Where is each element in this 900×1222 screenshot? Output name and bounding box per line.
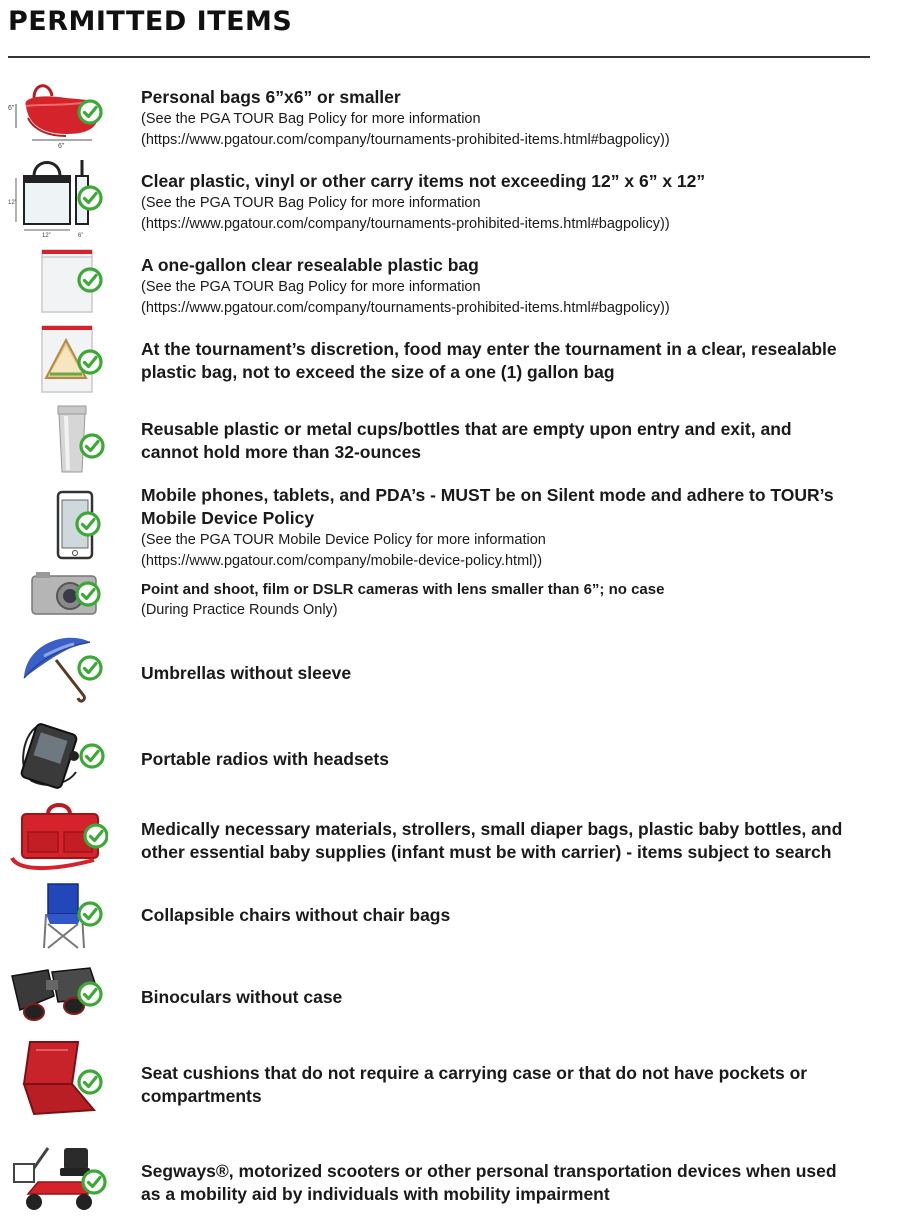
item-link[interactable]: (https://www.pgatour.com/company/tournaments-prohibited-items.html#bagpolicy))	[141, 132, 670, 148]
item-heading: Reusable plastic or metal cups/bottles that are empty upon entry and exit, and	[141, 419, 792, 439]
dim-label: 6”	[78, 233, 84, 238]
item-heading: Medically necessary materials, strollers, small diaper bags, plastic baby bottles, and	[141, 819, 843, 839]
item-note: (During Practice Rounds Only)	[141, 602, 338, 618]
item-heading: Portable radios with headsets	[141, 749, 389, 769]
dim-label: 12”	[8, 200, 17, 206]
camera-icon	[8, 568, 108, 622]
purse-icon	[8, 78, 108, 158]
item-heading: Point and shoot, film or DSLR cameras with lens smaller than 6”; no case	[141, 581, 665, 598]
item-note: (See the PGA TOUR Bag Policy for more information	[141, 111, 481, 127]
item-heading: Binoculars without case	[141, 987, 343, 1007]
item-heading: Segways®, motorized scooters or other personal transportation devices when used	[141, 1161, 837, 1181]
item-note: (See the PGA TOUR Bag Policy for more information	[141, 195, 481, 211]
item-link[interactable]: (https://www.pgatour.com/company/tournaments-prohibited-items.html#bagpolicy))	[141, 300, 670, 316]
sandwich-bag-icon	[8, 322, 108, 402]
item-note: (See the PGA TOUR Mobile Device Policy for more information	[141, 532, 546, 548]
binoculars-icon	[8, 956, 108, 1036]
umbrella-icon	[8, 626, 108, 706]
diaper-bag-icon	[8, 800, 108, 880]
item-heading: plastic bag, not to exceed the size of a one (1) gallon bag	[141, 362, 615, 382]
item-heading: Mobile Device Policy	[141, 508, 315, 528]
item-heading: compartments	[141, 1086, 262, 1106]
mobility-scooter-icon	[8, 1138, 108, 1218]
item-heading: Seat cushions that do not require a carrying case or that do not have pockets or	[141, 1063, 808, 1083]
item-heading: Collapsible chairs without chair bags	[141, 905, 451, 925]
item-note: (See the PGA TOUR Bag Policy for more information	[141, 279, 481, 295]
item-link[interactable]: (https://www.pgatour.com/company/mobile-device-policy.html))	[141, 553, 543, 569]
ziplock-bag-icon	[8, 246, 108, 326]
folding-chair-icon	[8, 880, 108, 960]
dim-label: 6”	[8, 105, 15, 112]
item-heading: At the tournament’s discretion, food may enter the tournament in a clear, resealable	[141, 339, 837, 359]
item-heading: Clear plastic, vinyl or other carry items not exceeding 12” x 6” x 12”	[141, 171, 706, 191]
dim-label: 6”	[58, 143, 65, 150]
item-heading: Umbrellas without sleeve	[141, 663, 352, 683]
page-title: PERMITTED ITEMS	[8, 6, 293, 37]
item-heading: as a mobility aid by individuals with mobility impairment	[141, 1184, 610, 1204]
smartphone-icon	[8, 484, 108, 564]
item-heading: Personal bags 6”x6” or smaller	[141, 87, 401, 107]
tumbler-icon	[8, 402, 108, 482]
item-heading: A one-gallon clear resealable plastic bag	[141, 255, 479, 275]
dim-label: 12”	[42, 233, 51, 238]
clear-bag-icon	[8, 158, 108, 238]
seat-cushion-icon	[8, 1038, 108, 1118]
item-link[interactable]: (https://www.pgatour.com/company/tournaments-prohibited-items.html#bagpolicy))	[141, 216, 670, 232]
item-heading: other essential baby supplies (infant must be with carrier) - items subject to search	[141, 842, 832, 862]
item-heading: cannot hold more than 32-ounces	[141, 442, 422, 462]
title-divider	[8, 56, 870, 58]
item-heading: Mobile phones, tablets, and PDA’s - MUST be on Silent mode and adhere to TOUR’s	[141, 485, 834, 505]
radio-icon	[8, 716, 108, 796]
